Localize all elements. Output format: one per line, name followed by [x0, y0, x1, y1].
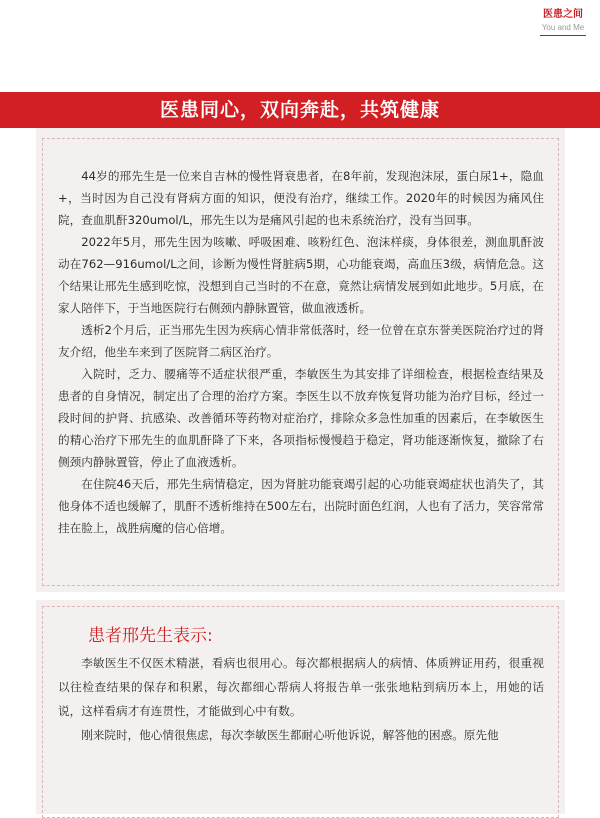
- article-title: 医患同心，双向奔赴，共筑健康: [0, 92, 600, 128]
- article-paragraph-1: 44岁的邢先生是一位来自吉林的慢性肾衰患者，在8年前，发现泡沫尿，蛋白尿1+，隐血+，当时因为自己没有肾病方面的知识，便没有治疗，继续工作。2020年的时候因为痛风住院，查血肌酐320umol/L，邢先生以为是痛风引起的也未系统治疗，没有当回事。: [58, 169, 544, 227]
- article-paragraph-5: 在住院46天后，邢先生病情稳定，因为肾脏功能衰竭引起的心功能衰竭症状也消失了，其他身体不适也缓解了，肌酐不透析维持在500左右，出院时面色红润，人也有了活力，笑容常常挂在脸上，战胜病魔的信心倍增。: [58, 477, 544, 535]
- section-label-en: You and Me: [541, 23, 585, 32]
- article-paragraph-3: 透析2个月后，正当邢先生因为疾病心情非常低落时，经一位曾在京东誉美医院治疗过的肾友介绍，他坐车来到了医院肾二病区治疗。: [58, 323, 544, 359]
- section-underline: [540, 35, 586, 36]
- article-paragraph-2: 2022年5月，邢先生因为咳嗽、呼吸困难、咳粉红色、泡沫样痰，身体很差，测血肌酐波动在762—916umol/L之间，诊断为慢性肾脏病5期，心功能衰竭，高血压3级，病情危急。这个结果让邢先生感到吃惊，没想到自己当时的不在意，竟然让病情发展到如此地步。5月底，在家人陪伴下，于当地医院行右侧颈内静脉置管，做血液透析。: [58, 235, 544, 315]
- quote-body: [58, 651, 544, 747]
- article-paragraph-4: 入院时，乏力、腰痛等不适症状很严重，李敏医生为其安排了详细检查，根据检查结果及患者的自身情况，制定出了合理的治疗方案。李医生以不放弃恢复肾功能为治疗目标，经过一段时间的护肾、抗感染、改善循环等药物对症治疗，排除众多急性加重的因素后，在李敏医生的精心治疗下邢先生的血肌酐降了下来，各项指标慢慢趋于稳定，肾功能逐渐恢复，撤除了右侧颈内静脉置管，停止了血液透析。: [58, 367, 544, 469]
- quote-paragraph-1: 李敏医生不仅医术精湛，看病也很用心。每次都根据病人的病情、体质辨证用药，很重视以往检查结果的保存和积累，每次都细心帮病人将报告单一张张地粘到病历本上，用她的话说，这样看病才有连贯性，才能做到心中有数。: [58, 656, 544, 718]
- quote-heading: 患者邢先生表示:: [88, 626, 213, 646]
- quote-paragraph-2: 刚来院时，他心情很焦虑，每次李敏医生都耐心听他诉说，解答他的困惑。原先他: [81, 728, 499, 742]
- section-brand: [540, 8, 586, 36]
- article-body: [58, 165, 544, 539]
- section-label-cn: 医患之间: [543, 9, 583, 20]
